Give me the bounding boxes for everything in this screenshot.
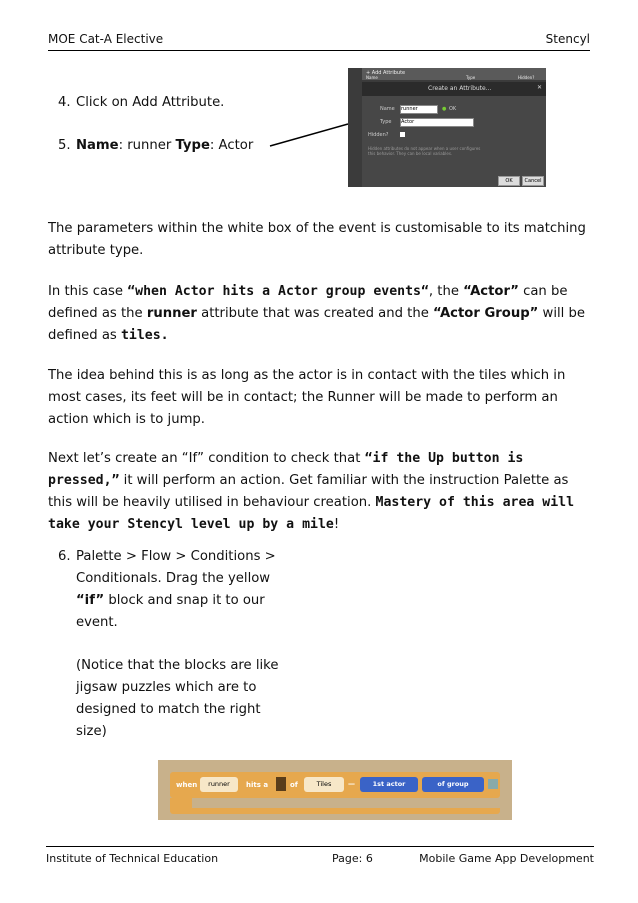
close-icon bbox=[488, 779, 498, 789]
s6-a: Palette > Flow > Conditions > Conditionals. Drag the yellow bbox=[76, 549, 276, 586]
p4-mastery: Mastery of this area will take your Stencyl level up by a mile bbox=[48, 495, 575, 532]
step5-name-value: : runner bbox=[118, 138, 176, 153]
step6-number: 6. bbox=[58, 549, 71, 564]
block-bottom bbox=[170, 808, 500, 814]
add-attribute-button: + Add Attribute bbox=[366, 70, 406, 76]
dialog-body bbox=[362, 96, 546, 187]
check-icon: ● bbox=[442, 106, 447, 112]
step5-type-value: : Actor bbox=[209, 138, 254, 153]
hidden-checkbox bbox=[400, 132, 405, 137]
create-attribute-dialog-screenshot bbox=[348, 68, 546, 187]
footer-page: Page: 6 bbox=[332, 852, 373, 865]
para-idea: The idea behind this is as long as the actor is in contact with the tiles which in most cases, its feet will be in contact; the Runner will be made to perform an action which is to jump. bbox=[48, 368, 566, 427]
type-select: Actor bbox=[400, 118, 474, 127]
step5-name-label: Name bbox=[76, 138, 119, 153]
col-name: Name bbox=[366, 75, 378, 80]
para-parameters: The parameters within the white box of the event is customisable to its matching attribute type. bbox=[48, 221, 586, 258]
block-dash: — bbox=[348, 780, 355, 788]
p2-event: “when Actor hits a Actor group events“ bbox=[127, 284, 429, 299]
header-topic: Stencyl bbox=[545, 32, 590, 46]
block-hits-a: hits a bbox=[246, 781, 269, 789]
hidden-label: Hidden? bbox=[368, 132, 389, 138]
p2-runner: runner bbox=[146, 306, 197, 321]
p4-c: it will perform an action. Get familiar with the instruction Palette as this will be heavily utilised in behaviour creation. bbox=[48, 473, 569, 510]
dialog-title: Create an Attribute... bbox=[428, 85, 492, 92]
p2-a: In this case bbox=[48, 284, 128, 299]
cancel-button: Cancel bbox=[522, 176, 544, 186]
step6-note: (Notice that the blocks are like jigsaw puzzles which are to designed to match the right size) bbox=[76, 658, 279, 739]
name-label: Name bbox=[380, 106, 395, 112]
block-of: of bbox=[290, 781, 298, 789]
p2-actor-group: “Actor Group” bbox=[433, 306, 539, 321]
p4-a: Next let’s create an “If” condition to check that bbox=[48, 451, 365, 466]
step4-number: 4. bbox=[58, 95, 71, 110]
p2-actor: “Actor” bbox=[463, 284, 519, 299]
p2-e: can be defined as the bbox=[48, 284, 568, 321]
ok-badge: OK bbox=[449, 106, 457, 112]
p2-g: attribute that was created and the bbox=[196, 306, 434, 321]
page-header bbox=[48, 28, 590, 51]
block-tiles: Tiles bbox=[304, 777, 344, 792]
type-label: Type bbox=[380, 119, 392, 125]
actor-icon bbox=[276, 777, 286, 791]
step6-text bbox=[76, 546, 286, 634]
p2-c: , the bbox=[428, 284, 464, 299]
s6-if: “if” bbox=[76, 593, 105, 608]
s6-c: block and snap it to our event. bbox=[76, 593, 265, 630]
step5-type-label: Type bbox=[175, 138, 210, 153]
step5-text bbox=[76, 135, 276, 157]
header-course: MOE Cat-A Elective bbox=[48, 32, 164, 46]
event-block-screenshot bbox=[158, 760, 512, 820]
step4-text: Click on Add Attribute. bbox=[76, 95, 225, 110]
name-input: runner bbox=[400, 105, 438, 114]
footer-course: Mobile Game App Development bbox=[419, 852, 594, 865]
hidden-note: Hidden attributes do not appear when a user configures this behavior. They can be local variables. bbox=[368, 146, 481, 156]
footer-institute: Institute of Technical Education bbox=[46, 852, 219, 865]
block-first-actor: 1st actor bbox=[360, 777, 418, 792]
step5-number: 5. bbox=[58, 138, 71, 153]
page-footer bbox=[46, 846, 594, 867]
p4-e: ! bbox=[333, 517, 340, 532]
col-type: Type bbox=[466, 75, 476, 80]
dialog-title-bar bbox=[362, 82, 546, 96]
pointer-arrow bbox=[268, 118, 352, 150]
attribute-toolbar bbox=[362, 68, 546, 80]
block-runner: runner bbox=[200, 777, 238, 792]
para-actor-group bbox=[48, 281, 588, 347]
p2-i: will be defined as bbox=[48, 306, 586, 343]
block-of-group: of group bbox=[422, 777, 484, 792]
para-if-condition bbox=[48, 448, 588, 536]
p4-up-button: “if the Up button is pressed,” bbox=[48, 451, 524, 488]
when-block bbox=[170, 772, 500, 798]
p2-tiles: tiles. bbox=[120, 328, 169, 343]
close-icon: ✕ bbox=[536, 84, 542, 91]
col-hidden: Hidden? bbox=[518, 75, 535, 80]
ok-button: OK bbox=[498, 176, 520, 186]
block-when: when bbox=[176, 781, 198, 789]
